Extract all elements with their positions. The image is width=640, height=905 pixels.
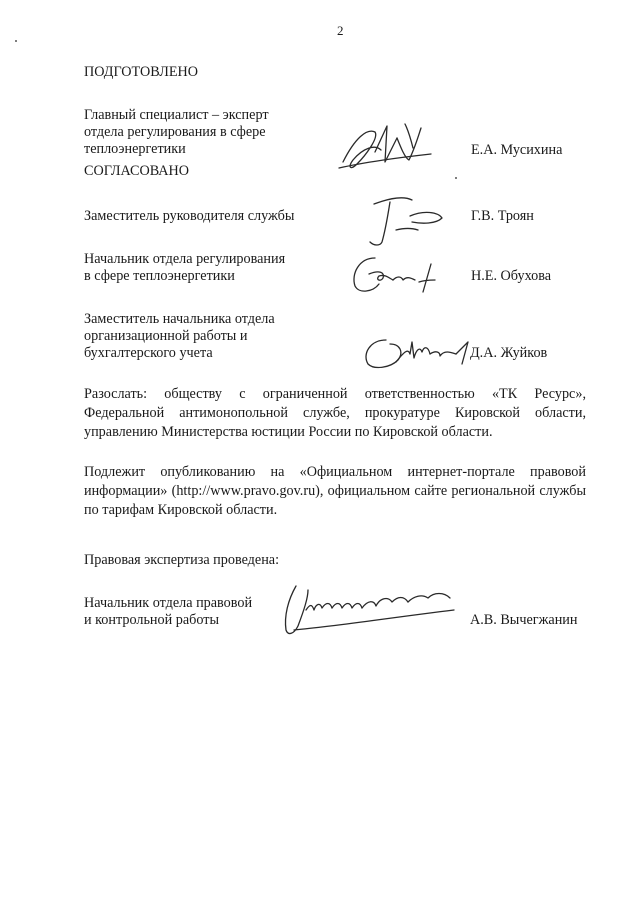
- position-line: Заместитель руководителя службы: [84, 208, 295, 224]
- signature-vychegzhanin: [278, 580, 468, 640]
- legal-review-heading: Правовая экспертиза проведена:: [84, 552, 280, 568]
- scan-speck: [15, 40, 17, 42]
- position-line: Главный специалист – эксперт: [84, 107, 269, 123]
- publication-note: Подлежит опубликованию на «Официальном интернет-портале правовой информации» (http://www.pravo.gov.ru), официальном сайте региональной службы по тарифам Кировской области.: [84, 464, 586, 518]
- signature-obukhova: [345, 248, 455, 298]
- prepared-heading: ПОДГОТОВЛЕНО: [84, 64, 198, 80]
- distribution-list: Разослать: обществу с ограниченной ответственностью «ТК Ресурс», Федеральной антимонопольной службе, прокуратуре Кировской области, управлению Министерства юстиции России по Кировской области.: [84, 386, 586, 440]
- signature-zhuykov: [360, 334, 480, 374]
- position-line: Начальник отдела регулирования: [84, 251, 286, 267]
- position-line: теплоэнергетики: [84, 141, 186, 157]
- position-line: организационной работы и: [84, 328, 248, 344]
- position-line: и контрольной работы: [84, 612, 219, 628]
- prepared-name: Е.А. Мусихина: [471, 142, 563, 158]
- agreed-heading: СОГЛАСОВАНО: [84, 163, 190, 179]
- agreed-signatory-position: [84, 311, 275, 362]
- prepared-position: [84, 107, 269, 158]
- signature-musikhina: [335, 118, 445, 178]
- legal-review-name: А.В. Вычегжанин: [470, 612, 578, 628]
- position-line: отдела регулирования в сфере: [84, 124, 266, 140]
- position-line: Заместитель начальника отдела: [84, 311, 275, 327]
- legal-review-position: [84, 595, 252, 629]
- position-line: бухгалтерского учета: [84, 345, 213, 361]
- position-line: в сфере теплоэнергетики: [84, 268, 235, 284]
- page-number: 2: [337, 23, 344, 38]
- agreed-signatory-position: [84, 208, 294, 225]
- agreed-signatory-name: Г.В. Троян: [471, 208, 534, 224]
- signature-troyan: [360, 190, 460, 250]
- agreed-signatory-name: Д.А. Жуйков: [470, 345, 548, 361]
- agreed-signatory-position: [84, 251, 285, 285]
- scan-speck: [455, 177, 457, 179]
- agreed-signatory-name: Н.Е. Обухова: [471, 268, 552, 284]
- position-line: Начальник отдела правовой: [84, 595, 253, 611]
